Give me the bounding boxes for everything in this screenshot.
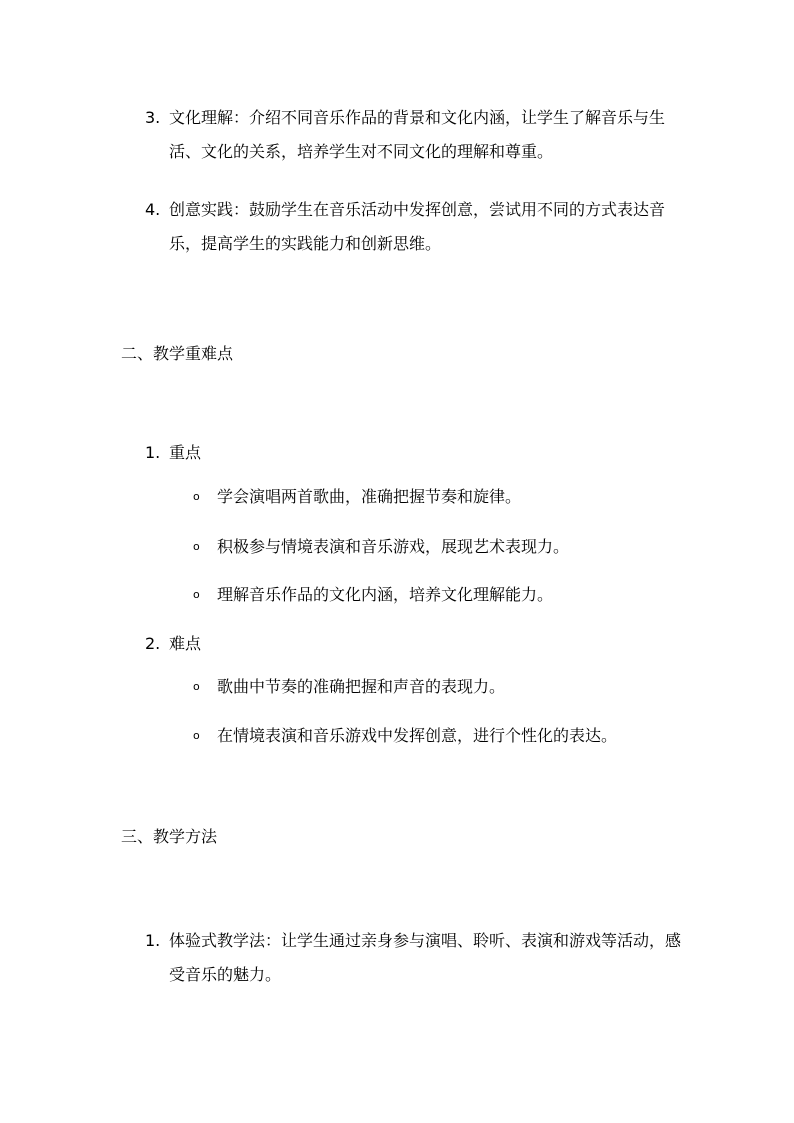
list-text: 重点 bbox=[169, 443, 202, 462]
section-heading: 二、教学重难点 bbox=[121, 344, 234, 363]
sub-list-text: 歌曲中节奏的准确把握和声音的表现力。 bbox=[217, 677, 506, 696]
key-points-label bbox=[145, 441, 201, 465]
bullet-icon: o bbox=[193, 588, 200, 601]
list-number: 1. bbox=[145, 931, 161, 950]
objective-item bbox=[145, 101, 685, 169]
sub-list-text: 理解音乐作品的文化内涵，培养文化理解能力。 bbox=[217, 585, 554, 604]
list-number: 2. bbox=[145, 634, 161, 653]
method-item bbox=[145, 924, 685, 992]
list-number: 1. bbox=[145, 443, 161, 462]
list-text: 难点 bbox=[169, 634, 202, 653]
sub-list-text: 在情境表演和音乐游戏中发挥创意，进行个性化的表达。 bbox=[217, 726, 618, 745]
list-number: 3. bbox=[145, 108, 161, 127]
difficulties-label bbox=[145, 632, 201, 656]
bullet-icon: o bbox=[193, 540, 200, 553]
list-number: 4. bbox=[145, 200, 161, 219]
list-text: 创意实践：鼓励学生在音乐活动中发挥创意，尝试用不同的方式表达音乐，提高学生的实践能力和创新思维。 bbox=[169, 200, 666, 253]
bullet-icon: o bbox=[193, 729, 200, 742]
list-text: 文化理解：介绍不同音乐作品的背景和文化内涵，让学生了解音乐与生活、文化的关系，培养学生对不同文化的理解和尊重。 bbox=[169, 108, 666, 161]
sub-list-text: 积极参与情境表演和音乐游戏，展现艺术表现力。 bbox=[217, 537, 570, 556]
sub-list-text: 学会演唱两首歌曲，准确把握节奏和旋律。 bbox=[217, 487, 522, 506]
objective-item bbox=[145, 193, 685, 261]
section-heading: 三、教学方法 bbox=[121, 827, 218, 846]
bullet-icon: o bbox=[193, 490, 200, 503]
bullet-icon: o bbox=[193, 680, 200, 693]
list-text: 体验式教学法：让学生通过亲身参与演唱、聆听、表演和游戏等活动，感受音乐的魅力。 bbox=[169, 931, 682, 984]
